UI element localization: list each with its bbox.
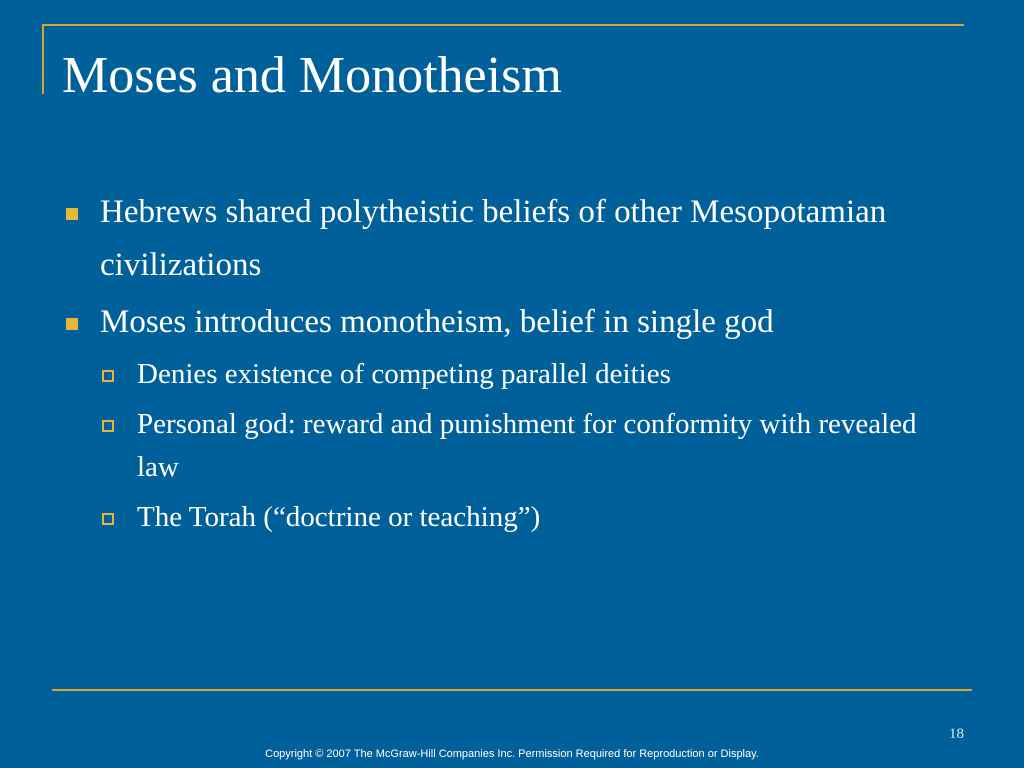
bullet-text: Moses introduces monotheism, belief in single god bbox=[100, 304, 774, 340]
hollow-square-bullet-icon bbox=[102, 370, 114, 382]
hollow-square-bullet-icon bbox=[102, 513, 114, 525]
square-bullet-icon bbox=[66, 208, 78, 220]
sub-bullet-text: Denies existence of competing parallel deities bbox=[137, 358, 671, 390]
title-frame-top-rule bbox=[42, 24, 964, 26]
copyright-notice: Copyright © 2007 The McGraw-Hill Companies Inc. Permission Required for Reproduction or Display. bbox=[265, 748, 759, 760]
sub-bullet-text: Personal god: reward and punishment for conformity with revealed law bbox=[137, 408, 917, 483]
hollow-square-bullet-icon bbox=[102, 420, 114, 432]
square-bullet-icon bbox=[66, 318, 78, 330]
footer-rule bbox=[52, 689, 972, 691]
title-frame-left-rule bbox=[42, 24, 44, 94]
sub-bullet-item bbox=[62, 353, 942, 396]
slide-content bbox=[62, 186, 942, 546]
bullet-text: Hebrews shared polytheistic beliefs of other Mesopotamian civilizations bbox=[100, 194, 887, 283]
sub-bullet-item bbox=[62, 496, 942, 539]
bullet-item bbox=[62, 186, 942, 292]
slide-title: Moses and Monotheism bbox=[62, 47, 562, 104]
sub-bullet-text: The Torah (“doctrine or teaching”) bbox=[137, 501, 541, 533]
sub-bullet-item bbox=[62, 403, 942, 489]
page-number: 18 bbox=[949, 726, 964, 742]
bullet-item bbox=[62, 296, 942, 349]
